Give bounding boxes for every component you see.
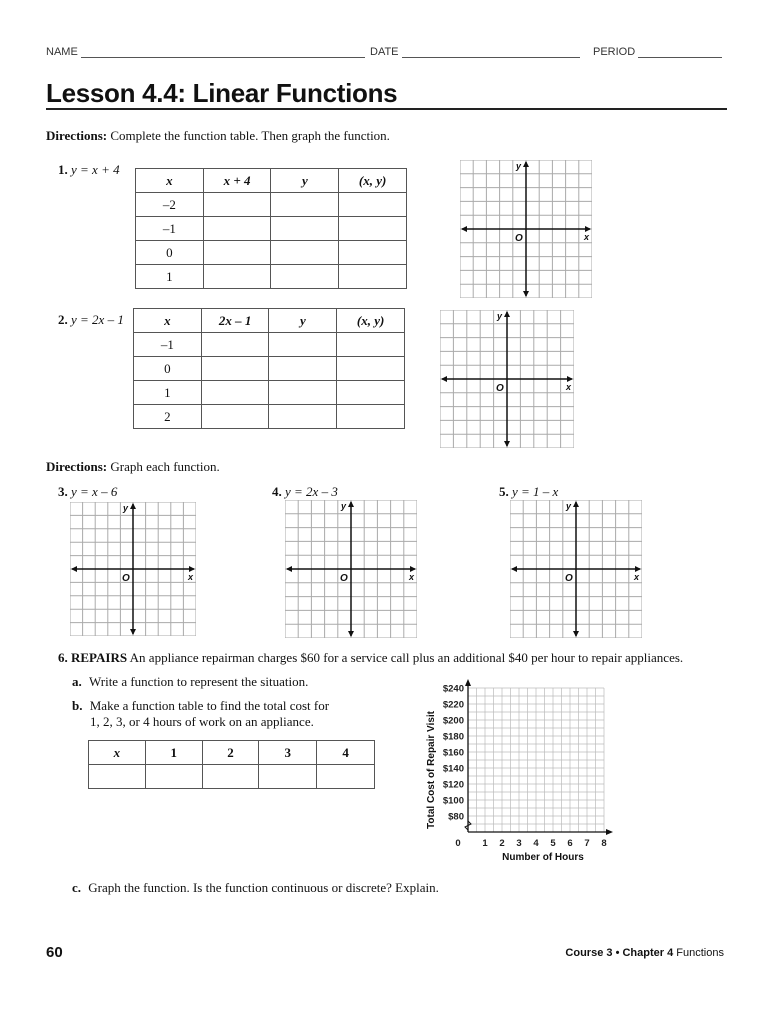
footer-topic: Functions [676,947,724,959]
problem-3-number: 3. [58,484,68,499]
page-number: 60 [46,944,63,961]
x-tick-label: 6 [567,838,573,849]
answer-cell[interactable] [203,265,271,289]
problem-6-table [88,740,375,789]
problem-4-graph[interactable] [285,500,417,638]
problem-6b-text-line2: 1, 2, 3, or 4 hours of work on an appliance. [90,714,314,729]
answer-cell[interactable] [337,405,405,429]
problem-6c-label: c. [72,880,82,895]
x-tick-label: 7 [584,838,590,849]
answer-cell[interactable] [203,193,271,217]
table-header: x + 4 [203,169,271,193]
answer-cell[interactable] [269,333,337,357]
arrow-right-icon [606,829,613,835]
date-line [370,46,580,58]
answer-cell[interactable] [201,357,269,381]
answer-cell[interactable] [201,333,269,357]
arrow-up-icon [465,679,471,686]
arrow-left-icon [71,566,77,572]
table-cell: 1 [134,381,202,405]
table-cell: 2 [134,405,202,429]
arrow-up-icon [504,311,510,317]
x-tick-label: 3 [516,838,522,849]
answer-cell[interactable] [271,217,339,241]
origin-label: O [122,573,130,584]
problem-6a-text: Write a function to represent the situation. [89,674,309,689]
table-header: 1 [145,741,202,765]
footer-chapter: Chapter 4 [622,947,674,959]
problem-6c [72,880,439,896]
answer-cell[interactable] [339,193,407,217]
directions-1-text: Complete the function table. Then graph the function. [110,128,390,143]
problem-2-label [58,312,124,328]
answer-cell[interactable] [271,241,339,265]
table-header: 4 [317,741,375,765]
answer-cell[interactable] [269,357,337,381]
answer-cell[interactable] [203,217,271,241]
table-row [136,217,407,241]
answer-cell[interactable] [271,265,339,289]
problem-6-keyword: REPAIRS [71,650,128,665]
directions-1-label: Directions: [46,128,108,143]
x-axis-title: Number of Hours [502,852,584,863]
y-axis-title: Total Cost of Repair Visit [426,711,437,829]
table-cell: –1 [136,217,204,241]
problem-1-number: 1. [58,162,68,177]
table-row [89,765,375,789]
x-tick-label: 1 [482,838,488,849]
answer-cell[interactable] [317,765,375,789]
problem-1-table [135,168,407,289]
problem-2-graph[interactable] [440,310,574,448]
directions-2 [46,459,220,475]
table-cell: 1 [136,265,204,289]
table-row [134,381,405,405]
y-axis-label: y [516,161,522,171]
table-header: (x, y) [339,169,407,193]
y-tick-label: $200 [442,715,464,727]
arrow-left-icon [461,226,467,232]
table-row [136,265,407,289]
table-header: x [134,309,202,333]
table-cell: –2 [136,193,204,217]
table-header-row [134,309,405,333]
problem-5-graph[interactable] [510,500,642,638]
answer-cell[interactable] [337,381,405,405]
problem-2-number: 2. [58,312,68,327]
problem-3-equation: y = x – 6 [71,484,118,499]
table-cell: –1 [134,333,202,357]
x-axis-label: x [409,572,415,582]
y-axis-label: y [341,501,347,511]
problem-6b-text-line1: Make a function table to find the total cost for [89,698,330,713]
answer-cell[interactable] [271,193,339,217]
answer-cell[interactable] [269,405,337,429]
table-header: 2 [202,741,259,765]
period-line [593,46,722,58]
arrow-up-icon [348,501,354,507]
problem-6a-label: a. [72,674,82,689]
problem-1-label [58,162,120,178]
period-blank[interactable] [638,47,722,58]
answer-cell[interactable] [339,265,407,289]
problem-1-equation: y = x + 4 [71,162,120,177]
problem-2-equation: y = 2x – 1 [71,312,124,327]
answer-cell[interactable] [89,765,146,789]
arrow-left-icon [511,566,517,572]
answer-cell[interactable] [339,241,407,265]
y-tick-label: $180 [442,731,464,743]
table-header-row [89,741,375,765]
name-line [46,46,365,58]
y-axis-label: y [497,311,503,321]
problem-5-label [499,484,558,500]
y-tick-label: $100 [442,795,464,807]
answer-cell[interactable] [201,405,269,429]
arrow-down-icon [573,631,579,637]
repair-cost-chart[interactable] [420,678,620,874]
table-row [136,241,407,265]
table-header-row [136,169,407,193]
page-title: Lesson 4.4: Linear Functions [46,78,398,108]
answer-cell[interactable] [203,241,271,265]
period-label: PERIOD [593,46,636,58]
y-tick-label: $120 [442,779,464,791]
answer-cell[interactable] [337,333,405,357]
y-tick-label: $240 [442,683,464,695]
arrow-down-icon [504,441,510,447]
x-tick-label: 2 [499,838,505,849]
origin-label: O [340,573,348,584]
answer-cell[interactable] [339,217,407,241]
answer-cell[interactable] [202,765,259,789]
directions-1 [46,128,390,144]
x-tick-label: 4 [533,838,539,849]
problem-3-label [58,484,117,500]
x-tick-label: 0 [455,838,461,849]
arrow-down-icon [523,291,529,297]
origin-label: O [515,233,523,244]
origin-label: O [496,383,504,394]
x-axis-label: x [634,572,640,582]
problem-6-number: 6. [58,650,68,665]
arrow-up-icon [573,501,579,507]
problem-3-graph[interactable] [70,502,196,636]
table-header: y [269,309,337,333]
name-blank[interactable] [81,47,365,58]
x-tick-label: 8 [601,838,607,849]
date-blank[interactable] [402,47,580,58]
problem-6b [72,698,329,714]
arrow-up-icon [130,503,136,509]
answer-cell[interactable] [259,765,317,789]
answer-cell[interactable] [145,765,202,789]
x-axis-label: x [188,572,194,582]
arrow-left-icon [441,376,447,382]
directions-2-text: Graph each function. [110,459,220,474]
table-header: (x, y) [337,309,405,333]
table-header: x [89,741,146,765]
footer-course: Course 3 [565,947,613,959]
answer-cell[interactable] [269,381,337,405]
problem-6-text: An appliance repairman charges $60 for a service call plus an additional $40 per hour to repair appliances. [129,650,684,665]
origin-label: O [565,573,573,584]
y-tick-label: $220 [442,699,464,711]
y-tick-label: $160 [442,747,464,759]
problem-1-graph[interactable] [460,160,592,298]
x-tick-label: 5 [550,838,556,849]
x-axis-label: x [566,382,572,392]
table-cell: 0 [134,357,202,381]
answer-cell[interactable] [201,381,269,405]
y-axis-label: y [566,501,572,511]
problem-5-equation: y = 1 – x [512,484,559,499]
footer-bullet: • [615,947,620,959]
table-header: x [136,169,204,193]
table-header: 3 [259,741,317,765]
x-axis-label: x [584,232,590,242]
table-header: y [271,169,339,193]
answer-cell[interactable] [337,357,405,381]
title-rule [46,108,727,110]
y-tick-label: $140 [442,763,464,775]
problem-4-equation: y = 2x – 3 [285,484,338,499]
table-header: 2x – 1 [201,309,269,333]
name-label: NAME [46,46,78,58]
table-cell: 0 [136,241,204,265]
problem-4-number: 4. [272,484,282,499]
problem-6b-label: b. [72,698,83,713]
y-axis-label: y [123,503,129,513]
problem-5-number: 5. [499,484,509,499]
y-tick-label: $80 [448,811,464,823]
problem-6c-text: Graph the function. Is the function continuous or discrete? Explain. [88,880,439,895]
arrow-down-icon [130,629,136,635]
course-footer [565,947,724,959]
arrow-down-icon [348,631,354,637]
table-row [134,405,405,429]
problem-2-table [133,308,405,429]
table-row [134,333,405,357]
table-row [134,357,405,381]
arrow-up-icon [523,161,529,167]
table-row [136,193,407,217]
arrow-left-icon [286,566,292,572]
problem-6a [72,674,308,690]
directions-2-label: Directions: [46,459,108,474]
problem-4-label [272,484,338,500]
problem-6-prompt [58,650,738,666]
date-label: DATE [370,46,399,58]
